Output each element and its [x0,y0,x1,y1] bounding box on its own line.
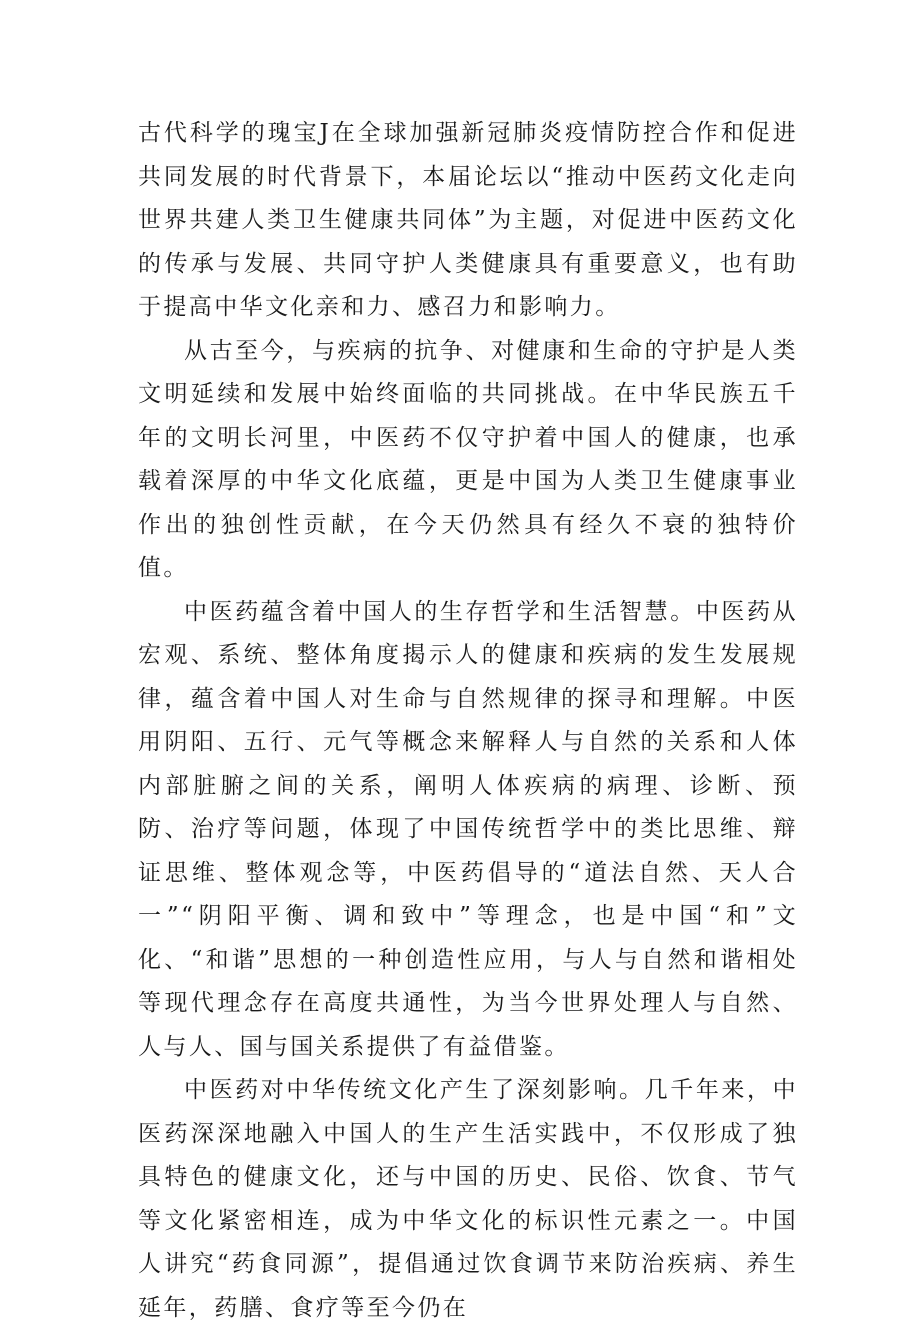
paragraph-4: 中医药对中华传统文化产生了深刻影响。几千年来，中医药深深地融入中国人的生产生活实践中，不仅形成了独具特色的健康文化，还与中国的历史、民俗、饮食、节气等文化紧密相连，成为中华文化的标识性元素之一。中国人讲究“药食同源”，提倡通过饮食调节来防治疾病、养生延年，药膳、食疗等至今仍在 [138,1077,798,1321]
article-body [138,112,798,1330]
paragraph-1: 古代科学的瑰宝J在全球加强新冠肺炎疫情防控合作和促进共同发展的时代背景下，本届论坛以“推动中医药文化走向世界共建人类卫生健康共同体”为主题，对促进中医药文化的传承与发展、共同守护人类健康具有重要意义，也有助于提高中华文化亲和力、感召力和影响力。 [138,120,798,320]
paragraph-3: 中医药蕴含着中国人的生存哲学和生活智慧。中医药从宏观、系统、整体角度揭示人的健康和疾病的发生发展规律，蕴含着中国人对生命与自然规律的探寻和理解。中医用阴阳、五行、元气等概念来解释人与自然的关系和人体内部脏腑之间的关系，阐明人体疾病的病理、诊断、预防、治疗等问题，体现了中国传统哲学中的类比思维、辩证思维、整体观念等，中医药倡导的“道法自然、天人合一”“阴阳平衡、调和致中”等理念，也是中国“和”文化、“和谐”思想的一种创造性应用，与人与自然和谐相处等现代理念存在高度共通性，为当今世界处理人与自然、人与人、国与国关系提供了有益借鉴。 [138,598,798,1060]
paragraph-2: 从古至今，与疾病的抗争、对健康和生命的守护是人类文明延续和发展中始终面临的共同挑战。在中华民族五千年的文明长河里，中医药不仅守护着中国人的健康，也承载着深厚的中华文化底蕴，更是中国为人类卫生健康事业作出的独创性贡献，在今天仍然具有经久不衰的独特价值。 [138,337,798,581]
